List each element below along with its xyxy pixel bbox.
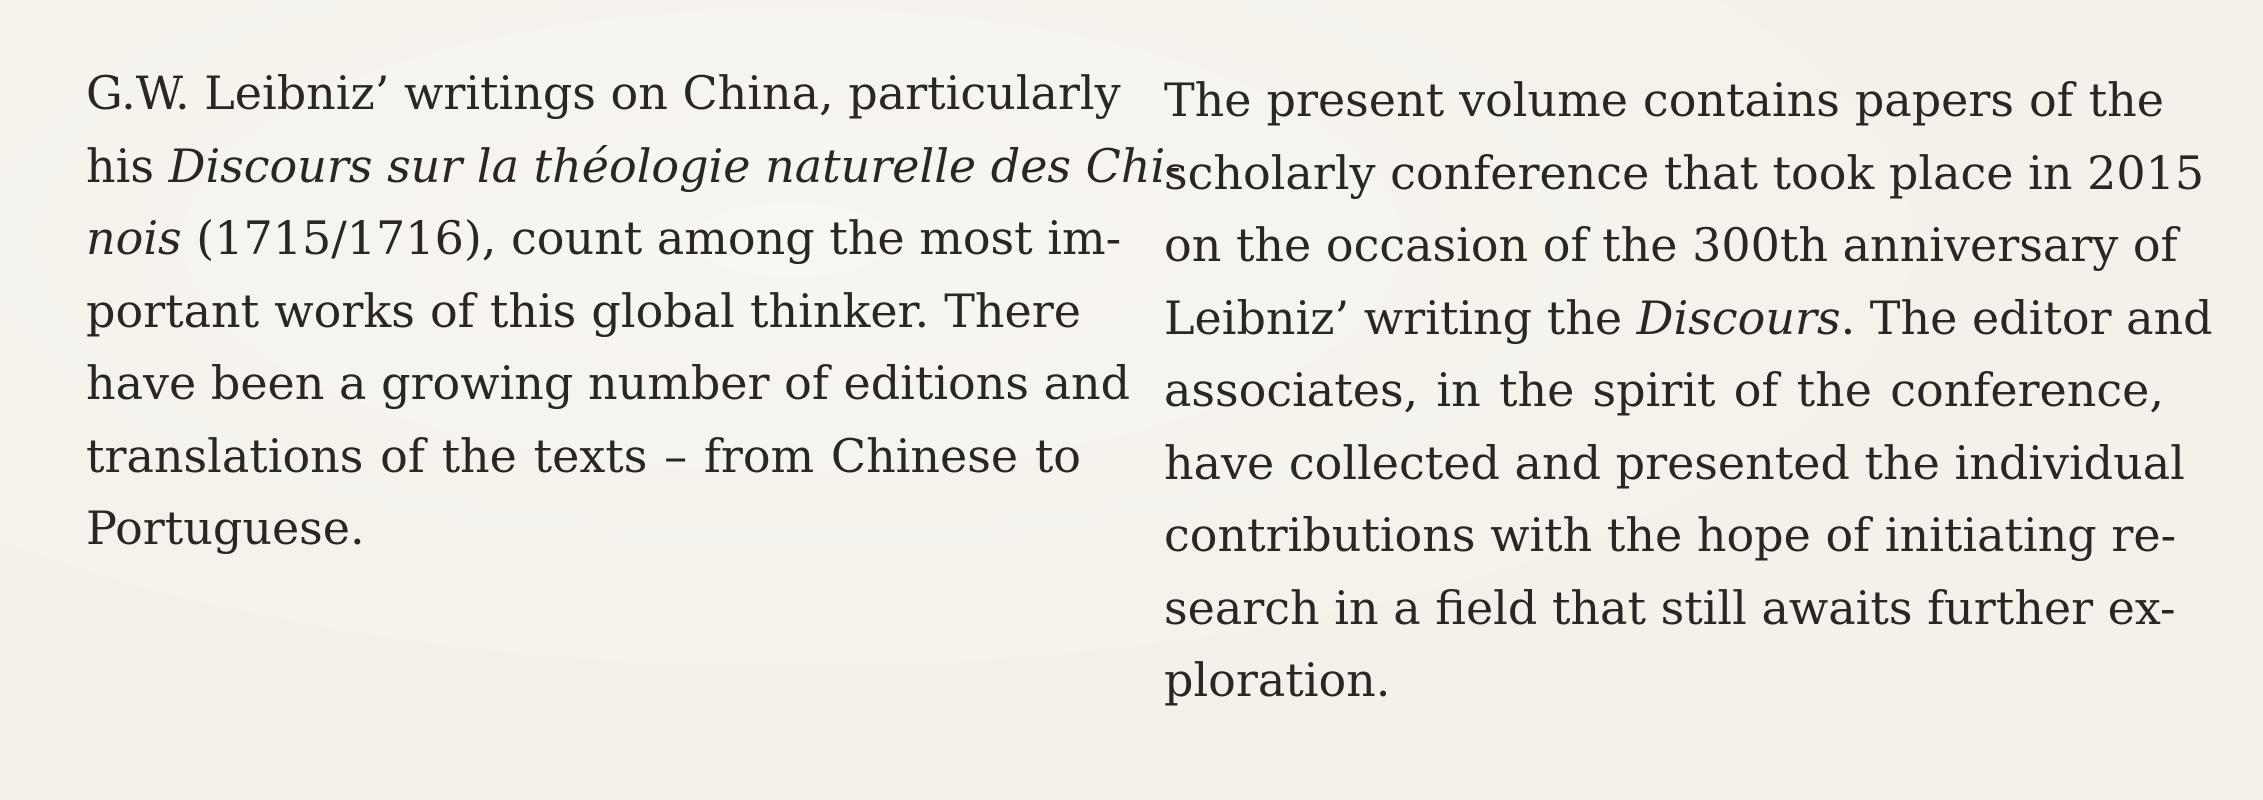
left-paragraph — [86, 57, 1181, 565]
book-title-italic: Discours sur la théologie naturelle des Chi- — [168, 138, 1181, 193]
text-line: have been a growing number of editions and — [86, 356, 1131, 410]
right-paragraph — [1164, 64, 2213, 717]
text-line: G.W. Leibniz’ writings on China, particularly — [86, 66, 1121, 120]
text-line: associates, in the spirit of the conference, — [1164, 363, 2164, 417]
text-line: his Discours sur la théologie naturelle des Chi- — [86, 138, 1181, 193]
text-line: Leibniz’ writing the Discours. The editor and — [1164, 290, 2213, 345]
text-line: scholarly conference that took place in 2015 — [1164, 145, 2205, 200]
book-title-italic: Discours — [1636, 290, 1841, 345]
text-line: portant works of this global thinker. There — [86, 283, 1081, 338]
text-line: translations of the texts – from Chinese to — [86, 428, 1081, 483]
text-line: contributions with the hope of initiating re- — [1164, 508, 2177, 562]
text-line: nois (1715/1716), count among the most im- — [86, 211, 1122, 265]
text-line: Portuguese. — [86, 501, 365, 555]
book-title-italic: nois — [86, 211, 182, 265]
text-line: on the occasion of the 300th anniversary of — [1164, 218, 2178, 272]
text-line: have collected and presented the individual — [1164, 435, 2185, 490]
text-line: search in a field that still awaits further ex- — [1164, 580, 2176, 635]
text-line: The present volume contains papers of the — [1164, 73, 2164, 127]
text-line: ploration. — [1164, 653, 1391, 707]
